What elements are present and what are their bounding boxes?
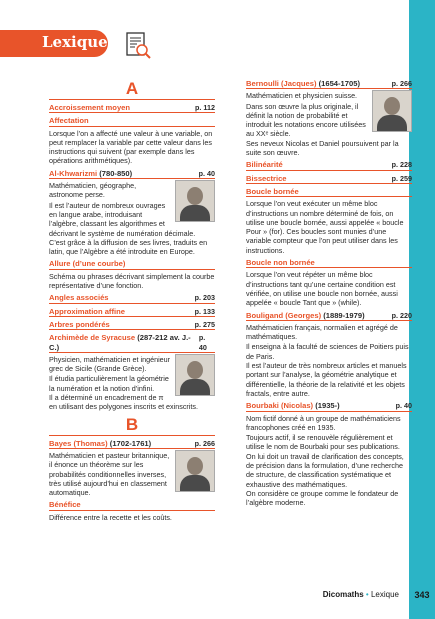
entry-benefice (49, 500, 215, 510)
entry-term: Affectation (49, 116, 89, 126)
entry-term: Bourbaki (Nicolas) (246, 401, 314, 411)
entry-text: Il étudia particulièrement la géométrie la numération et la notion d’infini. (49, 374, 169, 393)
portrait-archimede (175, 354, 215, 396)
entry-accroissement (49, 103, 215, 113)
entry-page-ref: p. 203 (194, 293, 215, 303)
entry-page-ref: p. 266 (391, 79, 412, 88)
section-header-tab (0, 30, 108, 57)
entry-bouligand (246, 311, 412, 321)
entry-term: Arbres pondérés (49, 319, 110, 329)
entry-page-ref: p. 266 (194, 438, 215, 448)
portrait-bayes (175, 450, 215, 492)
page-footer (323, 590, 399, 599)
entry-text: Physicien, mathématicien et ingénieur grec de Sicile (Grande Grèce). (49, 354, 171, 374)
entry-bourbaki (246, 401, 412, 411)
footer-book-title: Dicomaths (322, 590, 364, 599)
entry-text: Il enseigna à la faculté de sciences de Poitiers puis de Paris. (246, 342, 409, 361)
entry-term: Approximation affine (49, 306, 125, 316)
entry-term: Archimède de Syracuse (49, 333, 136, 343)
portrait-khwarizmi (175, 180, 215, 222)
entry-term: Bayes (Thomas) (49, 438, 108, 448)
page-number: 343 (414, 590, 430, 600)
entry-bissectrice (246, 174, 412, 184)
entry-term: Bernoulli (Jacques) (246, 79, 317, 88)
letter-heading-b: B (49, 416, 215, 436)
entry-page-ref: p. 40 (198, 168, 215, 178)
entry-dates: (780-850) (99, 168, 133, 178)
entry-text: Mathématicien et pasteur britannique, il énonce un théorème sur les probabilités conditionnelles inverses, très utilisé aujourd’hui en classement automatique. (49, 450, 170, 498)
entry-term: Bissectrice (246, 173, 287, 183)
entry-dates: (1654-1705) (318, 79, 360, 88)
entry-allure (49, 259, 215, 269)
entry-text: Nom fictif donné à un groupe de mathématiciens francophones créé en 1935. (246, 413, 401, 432)
entry-affectation (49, 116, 215, 126)
entry-boucle-bornee (246, 187, 412, 197)
entry-term: Boucle bornée (246, 186, 299, 196)
entry-text: Différence entre la recette et les coûts. (49, 512, 172, 522)
entry-page-ref: p. 220 (391, 310, 412, 320)
entry-text: Dans son œuvre la plus originale, il définit la notion de probabilité et introduit les notations encore utilisées au XXᵉ siècle. (246, 101, 366, 139)
entry-page-ref: p. 40 (395, 401, 412, 411)
entry-text: Mathématicien et physicien suisse. (246, 91, 358, 101)
entry-page-ref: p. 259 (391, 173, 412, 183)
entry-term: Bilinéarité (246, 160, 283, 170)
entry-text: On considère ce groupe comme le fondateur de l’algèbre moderne. (246, 488, 399, 508)
entry-arbres (49, 320, 215, 330)
entry-text: Il a déterminé un encadrement de π en utilisant des polygones inscrits et exinscrits. (49, 393, 199, 412)
letter-heading-a: A (49, 80, 215, 100)
page-edge-bar (409, 0, 435, 619)
entry-page-ref: p. 228 (391, 160, 412, 170)
entry-angles (49, 293, 215, 303)
entry-term: Bouligand (Georges) (246, 310, 322, 320)
entry-term: Boucle non bornée (246, 258, 315, 268)
entry-text: C’est grâce à la diffusion de ses livres, traduits en latin, que l’Algèbre a été introduite en Europe. (49, 237, 208, 257)
entry-text: On lui doit un travail de clarification des concepts, de précision dans la formulation, d’une recherche de structure, de classification systématique et exhaustive des mathématiques. (246, 451, 404, 489)
entry-bayes (49, 439, 215, 449)
entry-text: Mathématicien français, normalien et agrégé de mathématiques. (246, 322, 398, 342)
entry-page-ref: p. 133 (194, 306, 215, 316)
entry-text: Il est l’auteur de nombreux ouvrages en langue arabe, introduisant l’algèbre, classant les algorithmes et décrivant le système de numération décimale. (49, 200, 196, 238)
entry-bilinearite (246, 160, 412, 170)
entry-dates: (287-212 av. J.-C.) (49, 333, 191, 352)
entry-boucle-non-bornee (246, 258, 412, 268)
portrait-bernoulli (372, 90, 412, 132)
entry-text: Ses neveux Nicolas et Daniel poursuivent par la suite son œuvre. (246, 138, 399, 158)
entry-khwarizmi (49, 169, 215, 179)
page-title: Lexique (42, 33, 108, 51)
entry-text: Lorsque l’on veut exécuter un même bloc d’instructions un nombre déterminé de fois, on utilise une boucle bornée, aussi appelée « boucle Pour » (for). Ces boucles sont munies d’une variable compteur que l’on peut utiliser dans les instructions. (246, 199, 404, 255)
entry-text: Toujours actif, il se renouvèle régulièrement et utilise le nom de Bourbaki pour ses publications. (246, 433, 400, 452)
right-column (246, 76, 412, 507)
entry-dates: (1889-1979) (323, 310, 365, 320)
entry-term: Allure (d’une courbe) (49, 259, 126, 269)
entry-text: Il est l’auteur de très nombreux articles et manuels portant sur l’analyse, la géométrie analytique et différentielle, la théorie de la relativité et les objets fractals, entre autre. (246, 361, 407, 398)
entry-term: Accroissement moyen (49, 103, 131, 112)
document-search-icon (123, 31, 153, 61)
entry-term: Al-Khwarizmi (49, 168, 98, 178)
entry-page-ref: p. 112 (195, 103, 215, 112)
entry-page-ref: p. 40 (198, 333, 207, 352)
entry-text: Lorsque l’on veut répéter un même bloc d’instructions tant qu’une certaine condition est vérifiée, on utilise une boucle non bornée, aussi appelée « boucle Tant que » (while). (246, 270, 398, 308)
entry-term: Bénéfice (49, 500, 81, 510)
entry-dates: (1935-) (315, 401, 340, 411)
entry-bernoulli (246, 79, 412, 89)
left-column (49, 76, 215, 523)
entry-archimede (49, 333, 215, 353)
footer-section: Lexique (370, 590, 399, 599)
entry-dates: (1702-1761) (109, 438, 152, 448)
entry-term: Angles associés (49, 293, 109, 303)
entry-text: Schéma ou phrases décrivant simplement la courbe représentative d’une fonction. (49, 271, 215, 291)
footer-separator: • (365, 590, 369, 599)
entry-approximation (49, 307, 215, 317)
entry-page-ref: p. 275 (194, 319, 215, 329)
entry-text: Mathématicien, géographe, astronome perse. (49, 181, 137, 200)
entry-text: Lorsque l’on a affecté une valeur à une variable, on peut remplacer la variable par cette valeur dans les instructions qui suivent (par exemple dans les opérations arithmétiques). (49, 128, 213, 166)
